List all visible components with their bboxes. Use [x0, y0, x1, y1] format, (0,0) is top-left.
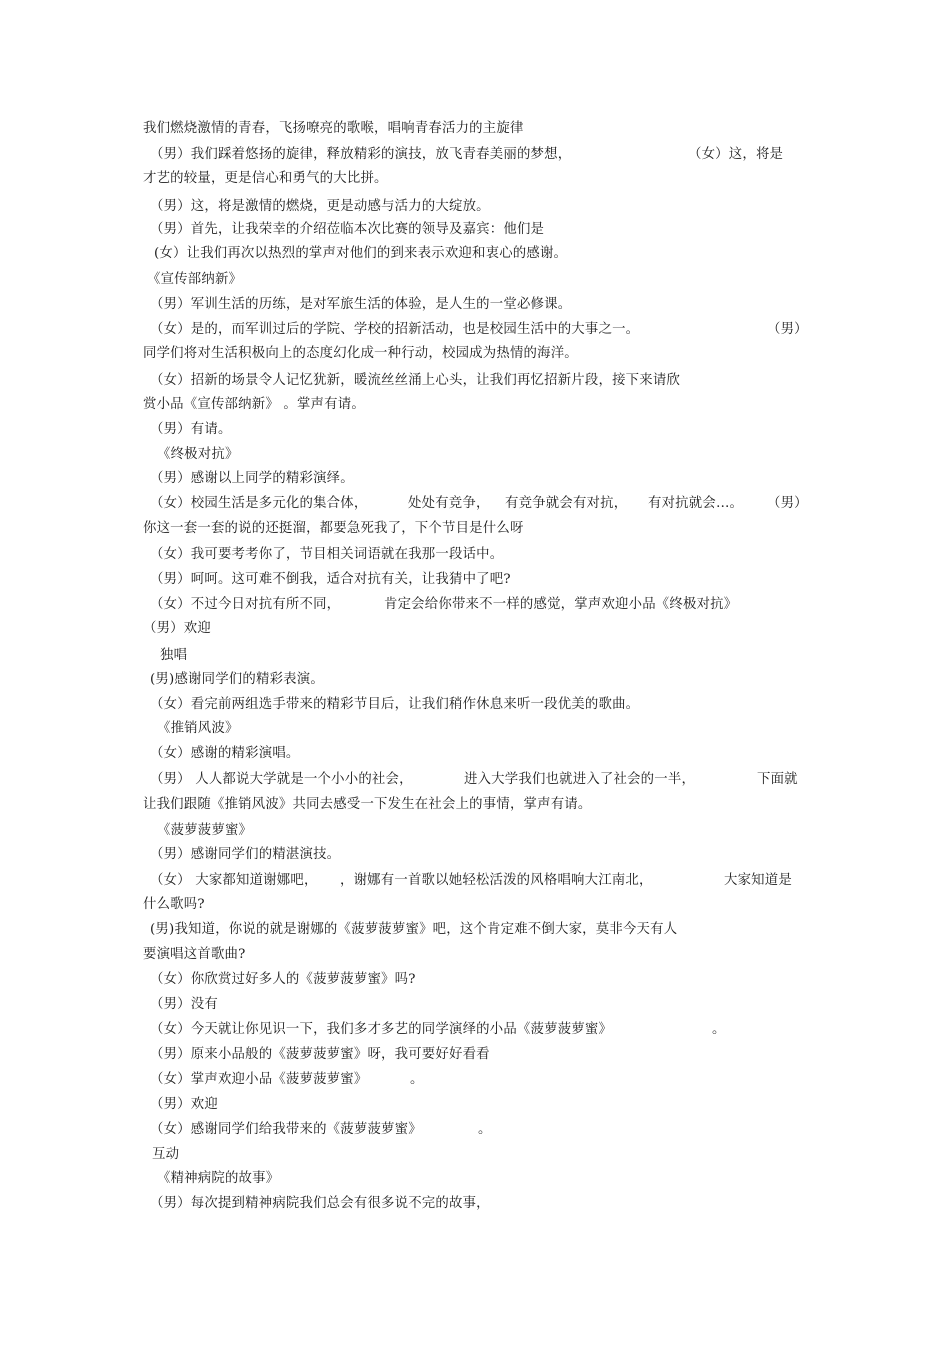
text-line: 我们燃烧激情的青春，飞扬嘹亮的歌喉，唱响青春活力的主旋律 — [143, 121, 524, 136]
text-line: （男）首先，让我荣幸的介绍莅临本次比赛的领导及嘉宾：他们是 — [150, 222, 545, 237]
section-title: 互动 — [152, 1147, 180, 1162]
text-line: （男）原来小品般的《菠萝菠萝蜜》呀，我可要好好看看 — [150, 1047, 490, 1062]
text-line: （女）感谢同学们给我带来的《菠萝菠萝蜜》 — [150, 1122, 422, 1137]
text-line: 。 — [712, 1022, 726, 1037]
text-line: 让我们跟随《推销风波》共同去感受一下发生在社会上的事情，掌声有请。 — [143, 797, 592, 812]
text-line: （男） 人人都说大学就是一个小小的社会， — [150, 772, 413, 787]
text-line: （女）不过今日对抗有所不同， — [150, 597, 341, 612]
text-line: （男）呵呵。这可难不倒我，适合对抗有关，让我猜中了吧? — [150, 572, 511, 587]
text-line: （男）这，将是激情的燃烧，更是动感与活力的大绽放。 — [150, 199, 490, 214]
section-title: 《菠萝菠萝蜜》 — [157, 823, 253, 838]
text-line: 大家知道是 — [724, 873, 792, 888]
text-line: (男)我知道，你说的就是谢娜的《菠萝菠萝蜜》吧，这个肯定难不倒大家，莫非今天有人 — [150, 922, 678, 937]
text-line: 有对抗就会…。 — [648, 496, 744, 511]
text-line: 肯定会给你带来不一样的感觉，掌声欢迎小品《终极对抗》 — [384, 597, 738, 612]
text-line: （男）我们踩着悠扬的旋律，释放精彩的演技，放飞青春美丽的梦想， — [150, 147, 572, 162]
text-line: （男）感谢同学们的精湛演技。 — [150, 847, 341, 862]
text-line: （女）招新的场景令人记忆犹新，暖流丝丝涌上心头，让我们再忆招新片段，接下来请欣 — [150, 373, 681, 388]
text-line: 。 — [478, 1122, 492, 1137]
text-line: 你这一套一套的说的还挺溜，都要急死我了，下个节目是什么呀 — [143, 521, 524, 536]
section-title: 《精神病院的故事》 — [157, 1171, 280, 1186]
text-line: ，谢娜有一首歌以她轻松活泼的风格唱响大江南北， — [340, 873, 653, 888]
text-line: （男）没有 — [150, 997, 218, 1012]
section-title: 《宣传部纳新》 — [147, 272, 243, 287]
section-title: 《终极对抗》 — [157, 447, 239, 462]
text-line: 处处有竞争， — [408, 496, 490, 511]
text-line: （男）军训生活的历练，是对军旅生活的体验，是人生的一堂必修课。 — [150, 297, 572, 312]
section-title: 《推销风波》 — [157, 721, 239, 736]
text-line: （女） 大家都知道谢娜吧， — [150, 873, 318, 888]
text-line: （男） — [767, 322, 808, 337]
section-title: 独唱 — [160, 648, 188, 663]
text-line: （女）是的，而军训过后的学院、学校的招新活动，也是校园生活中的大事之一。 — [150, 322, 640, 337]
text-line: （女）掌声欢迎小品《菠萝菠萝蜜》 — [150, 1072, 368, 1087]
text-line: （女）我可要考考你了，节目相关词语就在我那一段话中。 — [150, 547, 504, 562]
text-line: （男）欢迎 — [150, 1097, 218, 1112]
text-line: （女）校园生活是多元化的集合体， — [150, 496, 368, 511]
text-line: (女）让我们再次以热烈的掌声对他们的到来表示欢迎和衷心的感谢。 — [154, 246, 568, 261]
text-line: （男）每次提到精神病院我们总会有很多说不完的故事， — [150, 1196, 490, 1211]
text-line: 同学们将对生活积极向上的态度幻化成一种行动，校园成为热情的海洋。 — [143, 346, 578, 361]
text-line: 要演唱这首歌曲? — [143, 947, 246, 962]
text-line: （男）欢迎 — [143, 621, 211, 636]
text-line: （女）感谢的精彩演唱。 — [150, 746, 300, 761]
text-line: （女）看完前两组选手带来的精彩节目后，让我们稍作休息来听一段优美的歌曲。 — [150, 697, 640, 712]
text-line: （女）这，将是 — [688, 147, 784, 162]
text-line: （女）你欣赏过好多人的《菠萝菠萝蜜》吗? — [150, 972, 416, 987]
text-line: 。 — [410, 1072, 424, 1087]
text-line: 赏小品《宣传部纳新》 。掌声有请。 — [143, 397, 365, 412]
text-line: （女）今天就让你见识一下，我们多才多艺的同学演绎的小品《菠萝菠萝蜜》 — [150, 1022, 613, 1037]
text-line: 下面就 — [757, 772, 798, 787]
text-line: 有竞争就会有对抗， — [505, 496, 628, 511]
text-line: （男）有请。 — [150, 422, 232, 437]
text-line: 什么歌吗? — [143, 897, 205, 912]
text-line: 才艺的较量，更是信心和勇气的大比拼。 — [143, 171, 388, 186]
text-line: 进入大学我们也就进入了社会的一半， — [464, 772, 696, 787]
text-line: （男） — [767, 496, 808, 511]
text-line: (男)感谢同学们的精彩表演。 — [150, 672, 324, 687]
text-line: （男）感谢以上同学的精彩演绎。 — [150, 471, 354, 486]
